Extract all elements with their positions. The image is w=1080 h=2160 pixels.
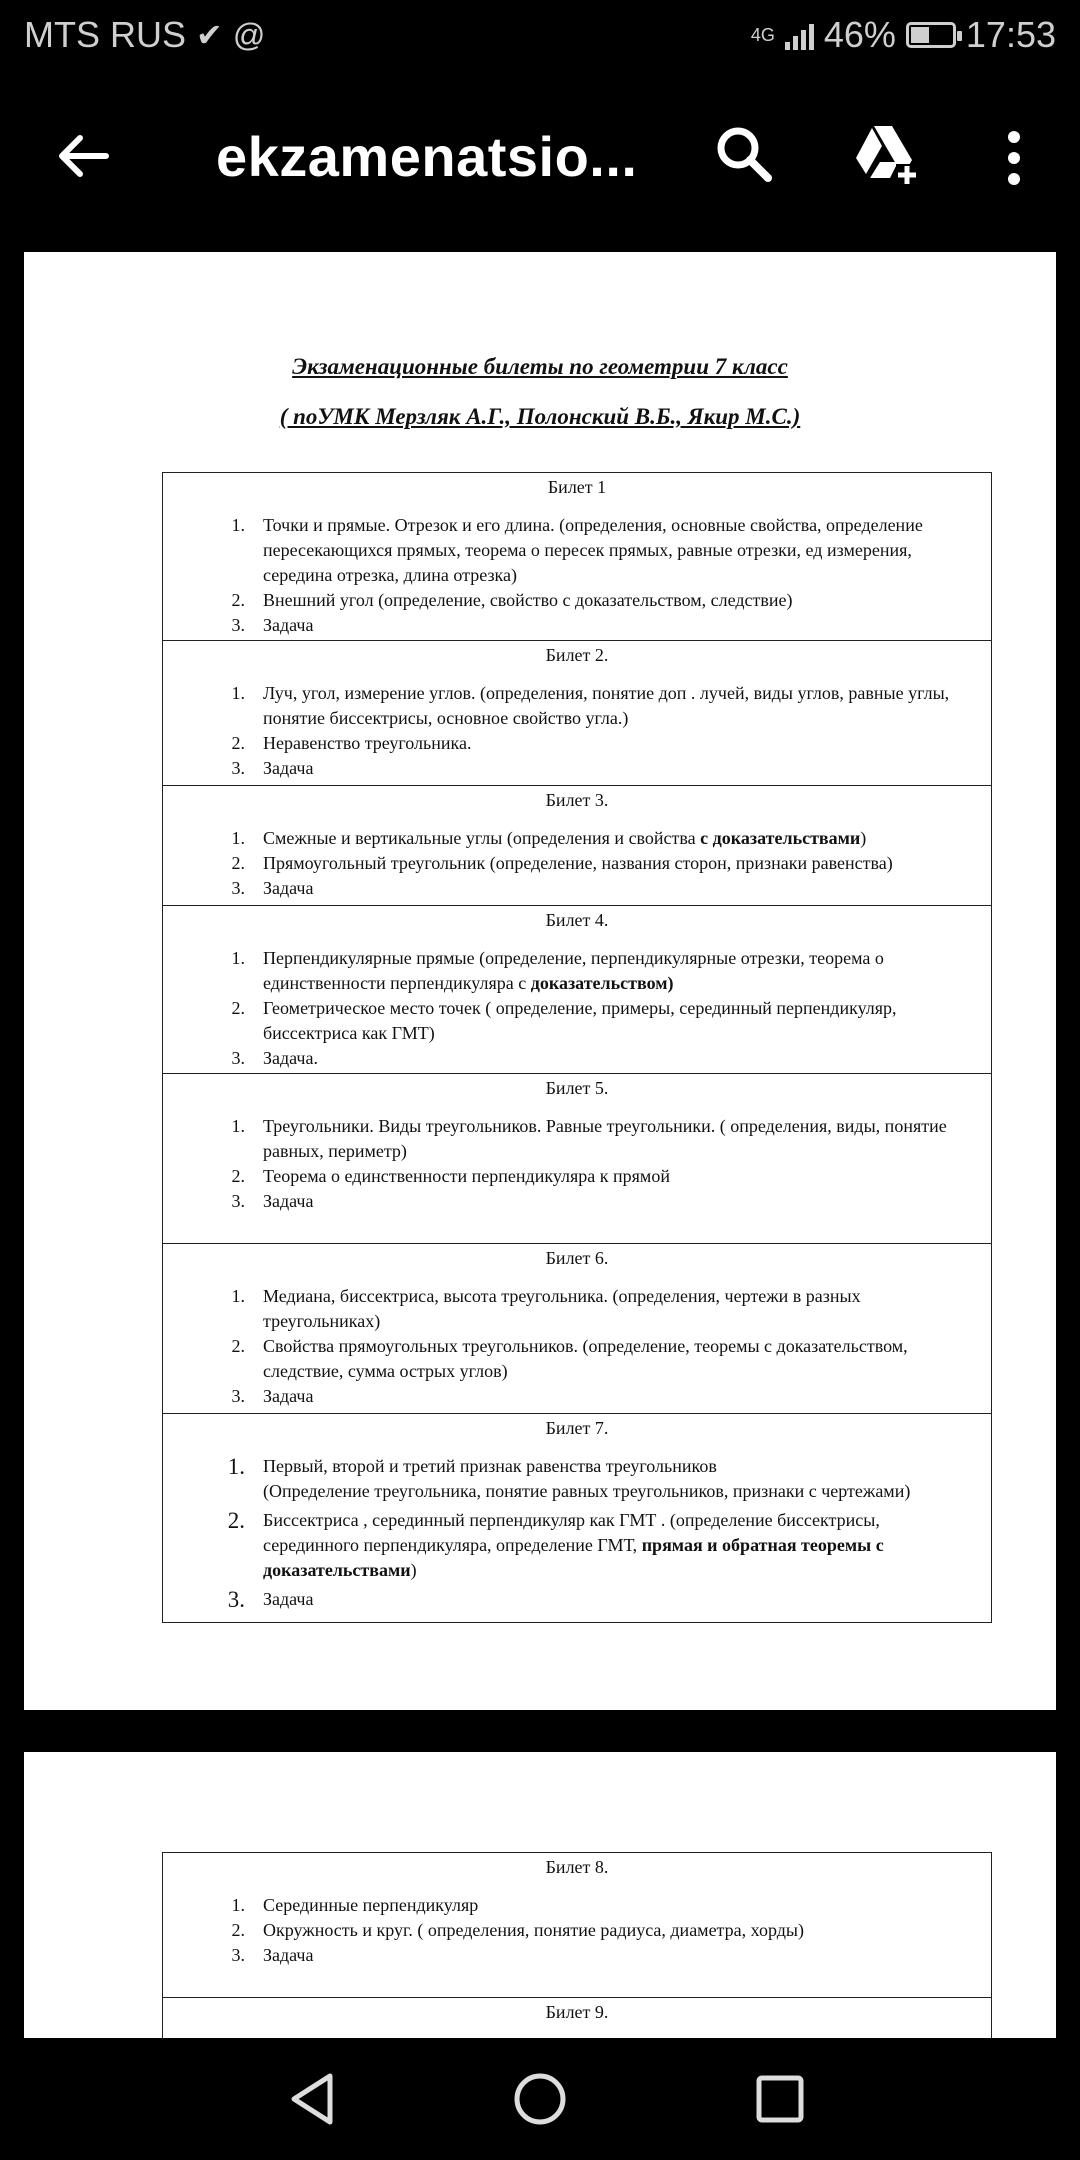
ticket [163, 1853, 991, 1998]
nav-recents-button[interactable] [745, 2064, 815, 2134]
question-number: 2. [231, 1336, 245, 1356]
question-text [263, 1334, 973, 1384]
app-bar [0, 72, 1080, 242]
question-number: 2. [231, 853, 245, 873]
question-number: 3. [231, 1386, 245, 1406]
question-text-line2: (Определение треугольника, понятие равных треугольников, признаки с чертежами) [263, 1481, 911, 1501]
document-heading: Экзаменационные билеты по геометрии 7 класс [292, 354, 788, 379]
ticket-questions [163, 1454, 991, 1612]
document-page-1[interactable] [24, 252, 1056, 1710]
ticket-title: Билет 2. [545, 645, 609, 665]
question-text [263, 1508, 973, 1583]
tickets-table [162, 472, 992, 1623]
question-number: 3. [231, 1945, 245, 1965]
question-text [263, 756, 973, 781]
question-text-part: Задача [263, 1945, 314, 1965]
question-text [263, 1454, 973, 1504]
question-text-part: Задача [263, 615, 314, 635]
question-number: 1. [227, 1454, 245, 1479]
question-text-part: Окружность и круг. ( определения, понятие радиуса, диаметра, хорды) [263, 1920, 804, 1940]
ticket [163, 1998, 991, 2038]
ticket-title: Билет 3. [545, 790, 609, 810]
ticket-questions [163, 681, 991, 781]
question-text [263, 731, 973, 756]
ticket-question [163, 876, 991, 901]
network-type: 4G [750, 25, 775, 45]
navigation-bar [0, 2038, 1080, 2160]
ticket-questions [163, 1114, 991, 1214]
question-number: 2. [231, 590, 245, 610]
question-text-after: ) [860, 828, 867, 848]
ticket [163, 906, 991, 1074]
ticket-question [163, 1893, 991, 1918]
document-title: ekzamenatsio... [216, 125, 638, 188]
question-text [263, 1164, 973, 1189]
question-text-part: Внешний угол (определение, свойство с доказательством, следствие) [263, 590, 793, 610]
nav-home-button[interactable] [505, 2064, 575, 2134]
question-text [263, 1587, 973, 1612]
question-number: 2. [227, 1508, 245, 1533]
question-text-bold: прямая и обратная теоремы с доказательствами [263, 1535, 884, 1580]
ticket-questions [163, 513, 991, 638]
question-text-part: Свойства прямоугольных треугольников. (определение, теоремы с доказательством, следствие, сумма острых углов) [263, 1336, 908, 1381]
ticket-title: Билет 9. [545, 2002, 609, 2022]
at-sign-icon: @ [232, 16, 266, 53]
ticket-question [163, 613, 991, 638]
ticket [163, 786, 991, 906]
question-number: 1. [231, 683, 245, 703]
question-text [263, 1046, 973, 1071]
question-text-part: Треугольники. Виды треугольников. Равные треугольники. ( определения, виды, понятие равных, периметр) [263, 1116, 947, 1161]
question-text-part: Теорема о единственности перпендикуляра к прямой [263, 1166, 670, 1186]
circle-home-icon [505, 2064, 575, 2134]
ticket-question [163, 826, 991, 851]
document-subheading: ( поУМК Мерзляк А.Г., Полонский В.Б., Якир М.С.) [279, 404, 801, 429]
question-text [263, 1284, 973, 1334]
carrier-label: MTS RUS [24, 14, 186, 55]
ticket-question [163, 513, 991, 588]
status-left [24, 14, 265, 56]
question-number: 3. [231, 1191, 245, 1211]
more-options-button[interactable] [996, 128, 1032, 188]
more-vert-icon [996, 128, 1032, 188]
battery-level [911, 27, 929, 43]
question-text [263, 588, 973, 613]
status-bar [0, 0, 1080, 72]
signal-icon [785, 20, 814, 50]
question-number: 1. [231, 515, 245, 535]
ticket [163, 1244, 991, 1414]
ticket-question [163, 1508, 991, 1583]
question-number: 1. [231, 1286, 245, 1306]
question-text-bold: с доказательствами [700, 828, 861, 848]
back-button[interactable] [54, 126, 114, 186]
ticket-question [163, 1587, 991, 1612]
google-drive-add-icon [850, 120, 920, 190]
ticket-questions [163, 1284, 991, 1409]
question-text [263, 851, 973, 876]
question-text-part: Медиана, биссектриса, высота треугольника. (определения, чертежи в разных треугольниках) [263, 1286, 861, 1331]
question-number: 3. [231, 615, 245, 635]
ticket [163, 1414, 991, 1622]
status-right [751, 14, 1056, 56]
question-number: 1. [231, 948, 245, 968]
question-text-part: Задача [263, 1589, 314, 1609]
question-number: 2. [231, 733, 245, 753]
clock: 17:53 [965, 14, 1056, 55]
question-number: 3. [231, 878, 245, 898]
ticket-question [163, 1046, 991, 1071]
ticket-title: Билет 8. [545, 1857, 609, 1877]
triangle-back-icon [278, 2064, 348, 2134]
question-text-bold: доказательством) [530, 973, 674, 993]
ticket-question [163, 851, 991, 876]
nav-back-button[interactable] [278, 2064, 348, 2134]
search-button[interactable] [712, 122, 776, 186]
question-text [263, 876, 973, 901]
question-text-part: Прямоугольный треугольник (определение, названия сторон, признаки равенства) [263, 853, 893, 873]
ticket-title: Билет 7. [545, 1418, 609, 1438]
ticket [163, 1074, 991, 1244]
question-text-part: Задача [263, 1386, 314, 1406]
ticket [163, 641, 991, 786]
ticket-question [163, 756, 991, 781]
question-text-part: Точки и прямые. Отрезок и его длина. (определения, основные свойства, определение пересекающихся прямых, теорема о пересек прямых, равные отрезки, ед измерения, середина отрезка, длина отрезка) [263, 515, 923, 585]
ticket-question [163, 1284, 991, 1334]
question-text [263, 1943, 973, 1968]
ticket-question [163, 1334, 991, 1384]
tickets-table-page2 [162, 1852, 992, 2038]
ticket-question [163, 588, 991, 613]
question-number: 2. [231, 1920, 245, 1940]
question-text-after: ) [410, 1560, 417, 1580]
question-text-part: Биссектриса , серединный перпендикуляр как ГМТ . (определение биссектрисы, серединного перпендикуляра, определение ГМТ, [263, 1510, 880, 1555]
add-to-drive-button[interactable] [850, 120, 920, 190]
question-text-part: Геометрическое место точек ( определение, примеры, серединный перпендикуляр, биссектриса как ГМТ) [263, 998, 897, 1043]
ticket-question [163, 996, 991, 1046]
arrow-left-icon [54, 126, 114, 186]
question-number: 3. [231, 1048, 245, 1068]
question-number: 1. [231, 828, 245, 848]
question-text [263, 946, 973, 996]
document-page-2[interactable] [24, 1752, 1056, 2038]
question-text-part: Задача [263, 758, 314, 778]
ticket-title: Билет 4. [545, 910, 609, 930]
question-text-part: Задача. [263, 1048, 318, 1068]
question-text [263, 613, 973, 638]
question-text-part: Перпендикулярные прямые (определение, перпендикулярные отрезки, теорема о единственности перпендикуляра с [263, 948, 884, 993]
question-text [263, 826, 973, 851]
ticket-question [163, 1454, 991, 1504]
ticket-question [163, 1943, 991, 1968]
question-text-part: Серединные перпендикуляр [263, 1895, 479, 1915]
question-text-part: Задача [263, 878, 314, 898]
ticket-title: Билет 5. [545, 1078, 609, 1098]
question-text [263, 1918, 973, 1943]
ticket-question [163, 1164, 991, 1189]
ticket-question [163, 1384, 991, 1409]
battery-icon [906, 22, 956, 48]
question-text [263, 996, 973, 1046]
question-text-part: Неравенство треугольника. [263, 733, 472, 753]
ticket-question [163, 681, 991, 731]
question-text [263, 681, 973, 731]
question-number: 2. [231, 998, 245, 1018]
question-text-part: Луч, угол, измерение углов. (определения, понятие доп . лучей, виды углов, равные углы, понятие биссектрисы, основное свойство угла.) [263, 683, 950, 728]
ticket-title: Билет 6. [545, 1248, 609, 1268]
ticket-question [163, 731, 991, 756]
ticket [163, 473, 991, 641]
ticket-question [163, 1114, 991, 1164]
battery-percent: 46% [823, 14, 896, 55]
ticket-title: Билет 1 [547, 477, 607, 497]
question-number: 3. [231, 758, 245, 778]
ticket-questions [163, 946, 991, 1071]
check-download-icon: ✔ [196, 17, 223, 53]
search-icon [712, 122, 776, 186]
question-text-part: Смежные и вертикальные углы (определения и свойства [263, 828, 701, 848]
question-text [263, 1893, 973, 1918]
question-number: 2. [231, 1166, 245, 1186]
question-number: 1. [231, 1116, 245, 1136]
question-number: 1. [231, 1895, 245, 1915]
square-recents-icon [745, 2064, 815, 2134]
ticket-questions [163, 1893, 991, 1968]
question-text [263, 1189, 973, 1214]
ticket-question [163, 946, 991, 996]
question-text [263, 513, 973, 588]
question-text-part: Первый, второй и третий признак равенства треугольников [263, 1456, 717, 1476]
ticket-questions [163, 826, 991, 901]
question-text-part: Задача [263, 1191, 314, 1211]
ticket-question [163, 1189, 991, 1214]
ticket-question [163, 1918, 991, 1943]
question-number: 3. [227, 1587, 245, 1612]
question-text [263, 1384, 973, 1409]
question-text [263, 1114, 973, 1164]
